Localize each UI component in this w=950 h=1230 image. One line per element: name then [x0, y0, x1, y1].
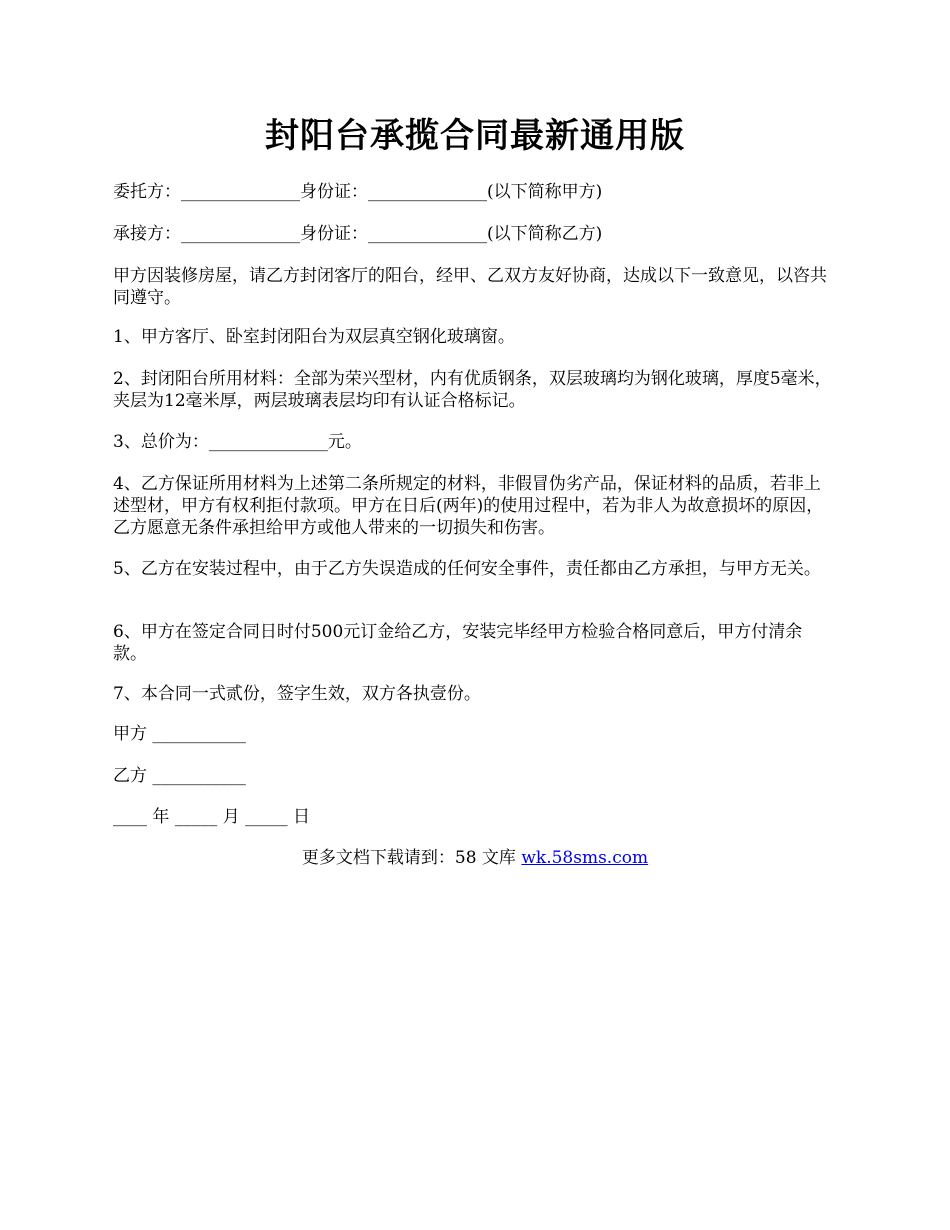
- footer-text: 更多文档下载请到：58 文库: [301, 848, 522, 868]
- party-a-line: 委托方：______________身份证：______________(以下简称甲方): [113, 182, 603, 202]
- clause-6: 6、甲方在签定合同日时付500元订金给乙方，安装完毕经甲方检验合格同意后，甲方付清余款。: [113, 622, 803, 664]
- clause-7: 7、本合同一式贰份，签字生效，双方各执壹份。: [113, 684, 481, 704]
- clause-4: 4、乙方保证所用材料为上述第二条所规定的材料，非假冒伪劣产品，保证材料的品质，若非上述型材，甲方有权利拒付款项。甲方在日后(两年)的使用过程中，若为非人为故意损坏的原因，乙方愿意无条件承担给甲方或他人带来的一切损失和伤害。: [113, 474, 824, 538]
- signature-party-a: 甲方 ___________: [113, 724, 246, 744]
- clause-1: 1、甲方客厅、卧室封闭阳台为双层真空钢化玻璃窗。: [113, 327, 515, 347]
- clause-2: 2、封闭阳台所用材料：全部为荣兴型材，内有优质钢条，双层玻璃均为钢化玻璃，厚度5毫米，夹层为12毫米厚，两层玻璃表层均印有认证合格标记。: [113, 369, 832, 411]
- page-title: 封阳台承揽合同最新通用版: [265, 116, 685, 156]
- footer: [0, 847, 950, 869]
- signature-party-b: 乙方 ___________: [113, 766, 246, 786]
- date-line: ____ 年 _____ 月 _____ 日: [113, 807, 311, 827]
- party-b-line: 承接方：______________身份证：______________(以下简称乙方): [113, 224, 603, 244]
- clause-3: 3、总价为：______________元。: [113, 432, 362, 452]
- intro-paragraph: 甲方因装修房屋，请乙方封闭客厅的阳台，经甲、乙双方友好协商，达成以下一致意见，以咨共同遵守。: [113, 266, 827, 308]
- footer-link[interactable]: wk.58sms.com: [521, 848, 649, 868]
- clause-5: 5、乙方在安装过程中，由于乙方失误造成的任何安全事件，责任都由乙方承担，与甲方无关。: [113, 559, 821, 579]
